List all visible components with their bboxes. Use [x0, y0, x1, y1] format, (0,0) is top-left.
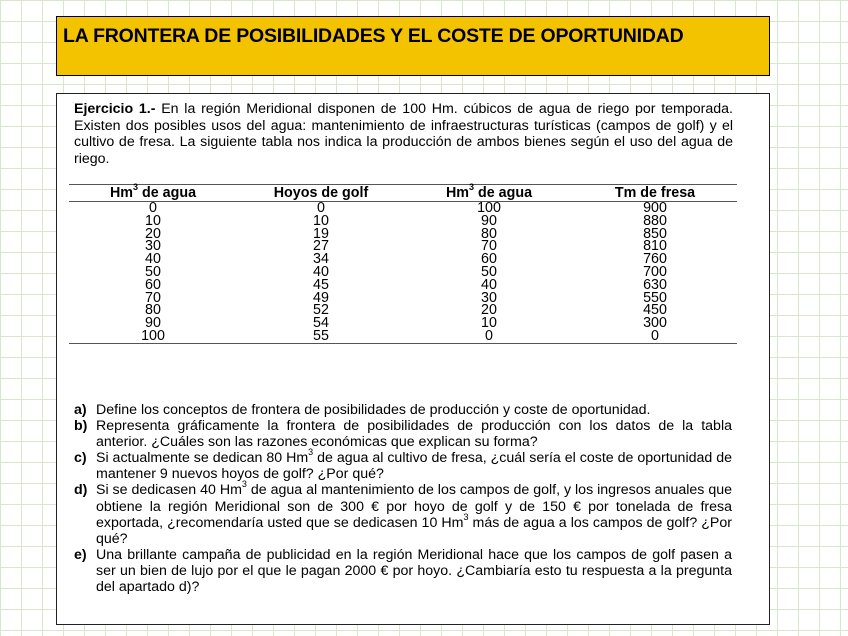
- table-cell: 90: [481, 212, 497, 229]
- question-letter: a): [74, 402, 87, 418]
- table-cell: 52: [313, 302, 329, 319]
- table-cell: 0: [317, 200, 325, 216]
- table-cell: 40: [313, 263, 329, 280]
- table-cell: 900: [643, 200, 667, 216]
- table-cell: 700: [643, 263, 667, 280]
- table-cell: 49: [313, 289, 329, 306]
- exercise-intro: [74, 101, 733, 167]
- questions-list: [74, 402, 732, 595]
- header-strawberry-tons: Tm de fresa: [573, 185, 737, 202]
- question-letter: c): [74, 450, 87, 467]
- table-cell: 80: [481, 225, 497, 242]
- table-cell: 10: [145, 212, 161, 229]
- table-row: [69, 215, 737, 228]
- table-row: [69, 279, 737, 292]
- question-text: Si actualmente se dedican 80 Hm$^3$ de agua al cultivo de fresa, ¿cuál sería el coste de oportunidad de mantener 9 nuevos hoyos de golf? ¿Por qué?: [96, 447, 733, 483]
- table-cell: 10: [313, 212, 329, 229]
- table-cell: 60: [481, 251, 497, 268]
- table-cell: 0: [405, 330, 573, 343]
- question-e: [74, 547, 732, 595]
- question-letter: d): [74, 482, 88, 499]
- table-cell: 40: [145, 251, 161, 268]
- table-cell: 40: [481, 276, 497, 293]
- table-cell: 630: [643, 276, 667, 293]
- table-cell: 50: [481, 263, 497, 280]
- table-cell: 100: [69, 330, 237, 343]
- table-cell: 10: [481, 315, 497, 332]
- exercise-intro-text: En la región Meridional disponen de 100 Hm. cúbicos de agua de riego por temporada. Existen dos posibles usos del agua: mantenimiento de infraestructuras turísticas (campos de golf) y el cultivo de fresa. La siguiente tabla nos indica la producción de ambos bienes según el uso del agua de riego.: [74, 101, 733, 167]
- table-cell: 50: [145, 263, 161, 280]
- question-d: [74, 479, 732, 547]
- table-cell: 0: [149, 200, 157, 216]
- exercise-box: [56, 93, 770, 625]
- table-row: [69, 304, 737, 317]
- table-cell: 34: [313, 251, 329, 268]
- table-row: [69, 330, 737, 343]
- header-water-strawberry: Hm$^3$ de agua: [405, 185, 573, 202]
- question-text: Si se dedicasen 40 Hm$^3$ de agua al mantenimiento de los campos de golf, y los ingresos anuales que obtiene la región Meridional son de 300 € por hoyo de golf y de 150 € por tonelada de fresa exportada, ¿recomendaría usted que se dedicasen 10 Hm$^3$ más de agua a los campos de golf? ¿Por qué?: [96, 479, 732, 547]
- header-golf-holes: Hoyos de golf: [237, 185, 405, 202]
- table-cell: 100: [477, 200, 501, 216]
- table-cell: 70: [145, 289, 161, 306]
- production-table: [69, 181, 737, 344]
- table-cell: 90: [145, 315, 161, 332]
- table-body: [69, 202, 737, 344]
- table-row: [69, 292, 737, 305]
- table-cell: 54: [313, 315, 329, 332]
- exercise-heading: Ejercicio 1.-: [74, 101, 156, 117]
- question-text: Representa gráficamente la frontera de posibilidades de producción con los datos de la tabla anterior. ¿Cuáles son las razones económicas que explican su forma?: [96, 418, 732, 451]
- table-header-row: [69, 185, 737, 202]
- table-cell: 20: [145, 225, 161, 242]
- question-text: Una brillante campaña de publicidad en la región Meridional hace que los campos de golf pasen a ser un bien de lujo por el que le pagan 2000 € por hoyo. ¿Cambiaría esto tu respuesta a la pregunta del apartado d)?: [96, 546, 732, 596]
- table-cell: 27: [313, 238, 329, 255]
- table-cell: 80: [145, 302, 161, 319]
- table-cell: 880: [643, 212, 667, 229]
- table-cell: 20: [481, 302, 497, 319]
- table-row: [69, 228, 737, 241]
- table-cell: 760: [643, 251, 667, 268]
- table-cell: 300: [643, 315, 667, 332]
- table-row: [69, 240, 737, 253]
- table-cell: 60: [145, 276, 161, 293]
- header-water-golf: Hm$^3$ de agua: [69, 185, 237, 202]
- question-c: [74, 447, 733, 483]
- table-cell: 850: [643, 225, 667, 242]
- question-letter: e): [74, 546, 87, 563]
- question-letter: b): [74, 418, 88, 435]
- table-row: [69, 266, 737, 279]
- page-title: LA FRONTERA DE POSIBILIDADES Y EL COSTE DE OPORTUNIDAD: [63, 25, 684, 47]
- table-row: [69, 253, 737, 266]
- title-box: [56, 16, 770, 76]
- table-row: [69, 202, 737, 215]
- table-cell: 45: [313, 276, 329, 293]
- table-cell: 70: [481, 238, 497, 255]
- table-cell: 550: [643, 289, 667, 306]
- table-cell: 30: [481, 289, 497, 306]
- question-text: Define los conceptos de frontera de posibilidades de producción y coste de oportunidad.: [96, 402, 651, 418]
- question-a: [74, 402, 732, 418]
- table-cell: 30: [145, 238, 161, 255]
- table-row: [69, 317, 737, 330]
- table-cell: 450: [643, 302, 667, 319]
- table-cell: 810: [643, 238, 667, 255]
- table-cell: 0: [573, 330, 737, 343]
- question-b: [74, 418, 732, 450]
- table-cell: 19: [313, 225, 329, 242]
- table-cell: 55: [237, 330, 405, 343]
